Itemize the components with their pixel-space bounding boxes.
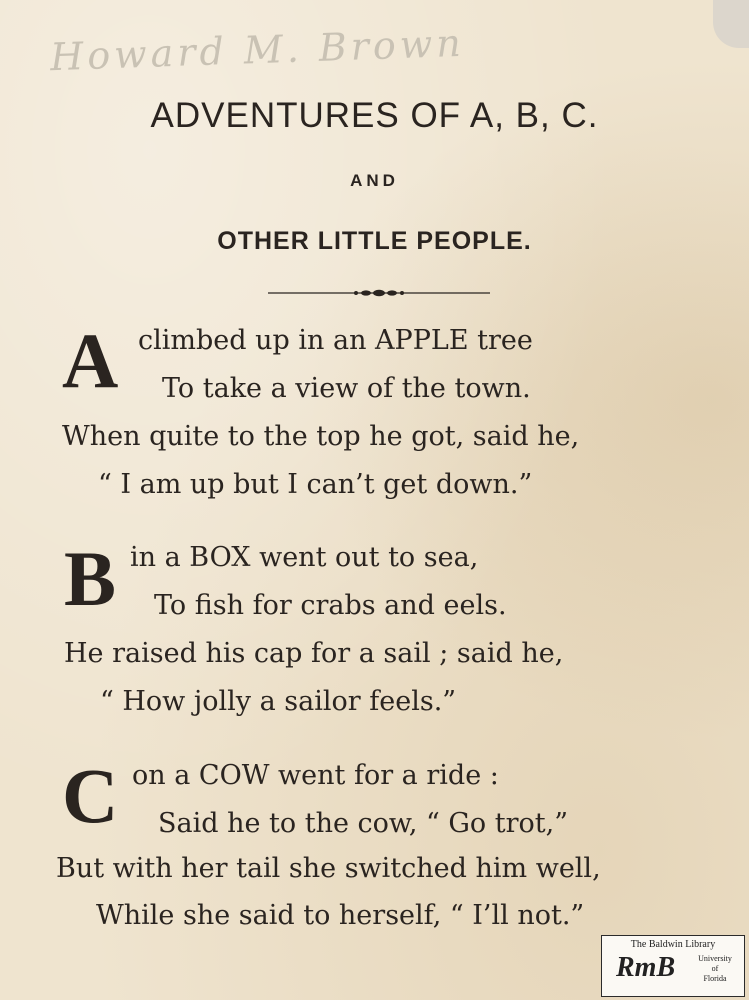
verse-line: To fish for crabs and eels. [154,590,507,621]
page-subtitle: OTHER LITTLE PEOPLE. [217,227,532,255]
verse-line: Said he to the cow, “ Go trot,” [158,808,569,839]
ornamental-divider [268,286,490,300]
drop-cap: C [62,752,119,839]
verse-line: To take a view of the town. [162,373,531,404]
verse-line: While she said to herself, “ I’ll not.” [96,900,585,931]
stamp-university: University of Florida [698,954,732,983]
verse-line: When quite to the top he got, said he, [62,421,580,452]
library-logo: RmB [616,952,676,983]
torn-corner [713,0,749,48]
handwritten-signature: Howard M. Brown [49,20,466,80]
drop-cap: B [64,535,117,622]
title-conjunction: AND [350,171,399,190]
verse-line: climbed up in an APPLE tree [138,325,533,356]
verse-line: He raised his cap for a sail ; said he, [64,638,564,669]
verse-line: in a BOX went out to sea, [130,542,479,573]
stamp-title: The Baldwin Library [630,939,716,950]
verse-line: on a COW went for a ride : [132,760,499,791]
library-stamp [601,935,745,997]
verse-line: But with her tail she switched him well, [56,853,601,884]
drop-cap: A [62,317,119,404]
page-title: ADVENTURES OF A, B, C. [150,96,599,135]
verse-line: “ I am up but I can’t get down.” [98,469,533,500]
verse-line: “ How jolly a sailor feels.” [100,686,457,717]
